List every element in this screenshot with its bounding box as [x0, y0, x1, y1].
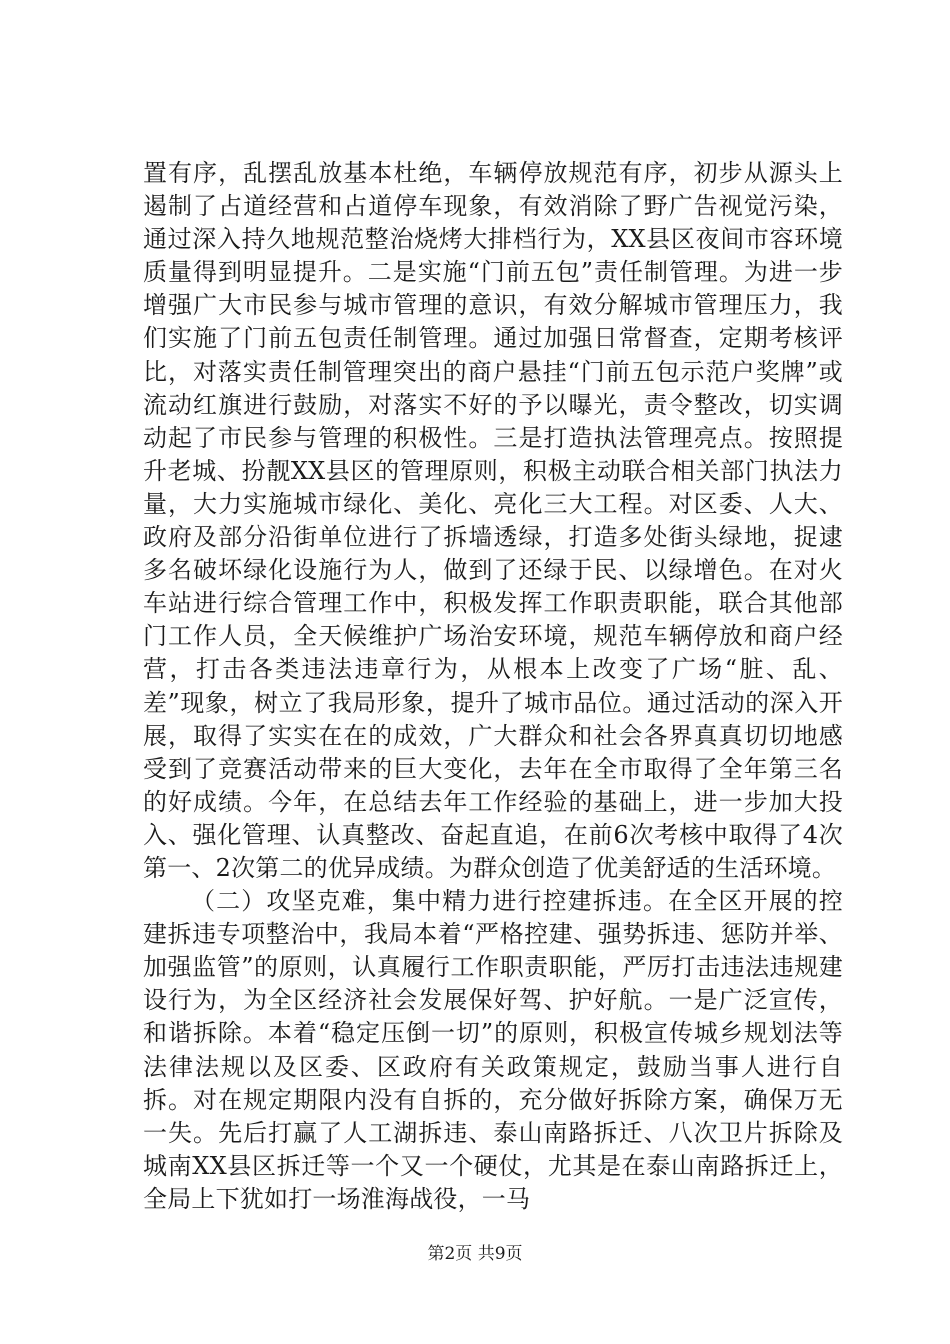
document-body — [143, 157, 843, 1216]
page-footer: 第2页 共9页 — [427, 1244, 523, 1264]
body-paragraph-2: （二）攻坚克难，集中精力进行控建拆违。在全区开展的控建拆违专项整治中，我局本着“严格控建、强势拆违、惩防并举、加强监管”的原则，认真履行工作职责职能，严厉打击违法违规建设行为，为全区经济社会发展保好驾、护好航。一是广泛宣传，和谐拆除。本着“稳定压倒一切”的原则，积极宣传城乡规划法等法律法规以及区委、区政府有关政策规定，鼓励当事人进行自拆。对在规定期限内没有自拆的，充分做好拆除方案，确保万无一失。先后打赢了人工湖拆违、泰山南路拆迁、八次卫片拆除及城南XX县区拆迁等一个又一个硬仗，尤其是在泰山南路拆迁上，全局上下犹如打一场淮海战役，一马 — [143, 887, 843, 1213]
body-paragraph-1: 置有序，乱摆乱放基本杜绝，车辆停放规范有序，初步从源头上遏制了占道经营和占道停车现象，有效消除了野广告视觉污染，通过深入持久地规范整治烧烤大排档行为，XX县区夜间市容环境质量得到明显提升。二是实施“门前五包”责任制管理。为进一步增强广大市民参与城市管理的意识，有效分解城市管理压力，我们实施了门前五包责任制管理。通过加强日常督查，定期考核评比，对落实责任制管理突出的商户悬挂“门前五包示范户奖牌”或流动红旗进行鼓励，对落实不好的予以曝光，责令整改，切实调动起了市民参与管理的积极性。三是打造执法管理亮点。按照提升老城、扮靓XX县区的管理原则，积极主动联合相关部门执法力量，大力实施城市绿化、美化、亮化三大工程。对区委、人大、政府及部分沿街单位进行了拆墙透绿，打造多处街头绿地，捉逮多名破坏绿化设施行为人，做到了还绿于民、以绿增色。在对火车站进行综合管理工作中，积极发挥工作职责职能，联合其他部门工作人员，全天候维护广场治安环境，规范车辆停放和商户经营，打击各类违法违章行为，从根本上改变了广场“脏、乱、差”现象，树立了我局形象，提升了城市品位。通过活动的深入开展，取得了实实在在的成效，广大群众和社会各界真真切切地感受到了竞赛活动带来的巨大变化，去年在全市取得了全年第三名的好成绩。今年，在总结去年工作经验的基础上，进一步加大投入、强化管理、认真整改、奋起直追，在前6次考核中取得了4次第一、2次第二的优异成绩。为群众创造了优美舒适的生活环境。 — [143, 159, 843, 882]
